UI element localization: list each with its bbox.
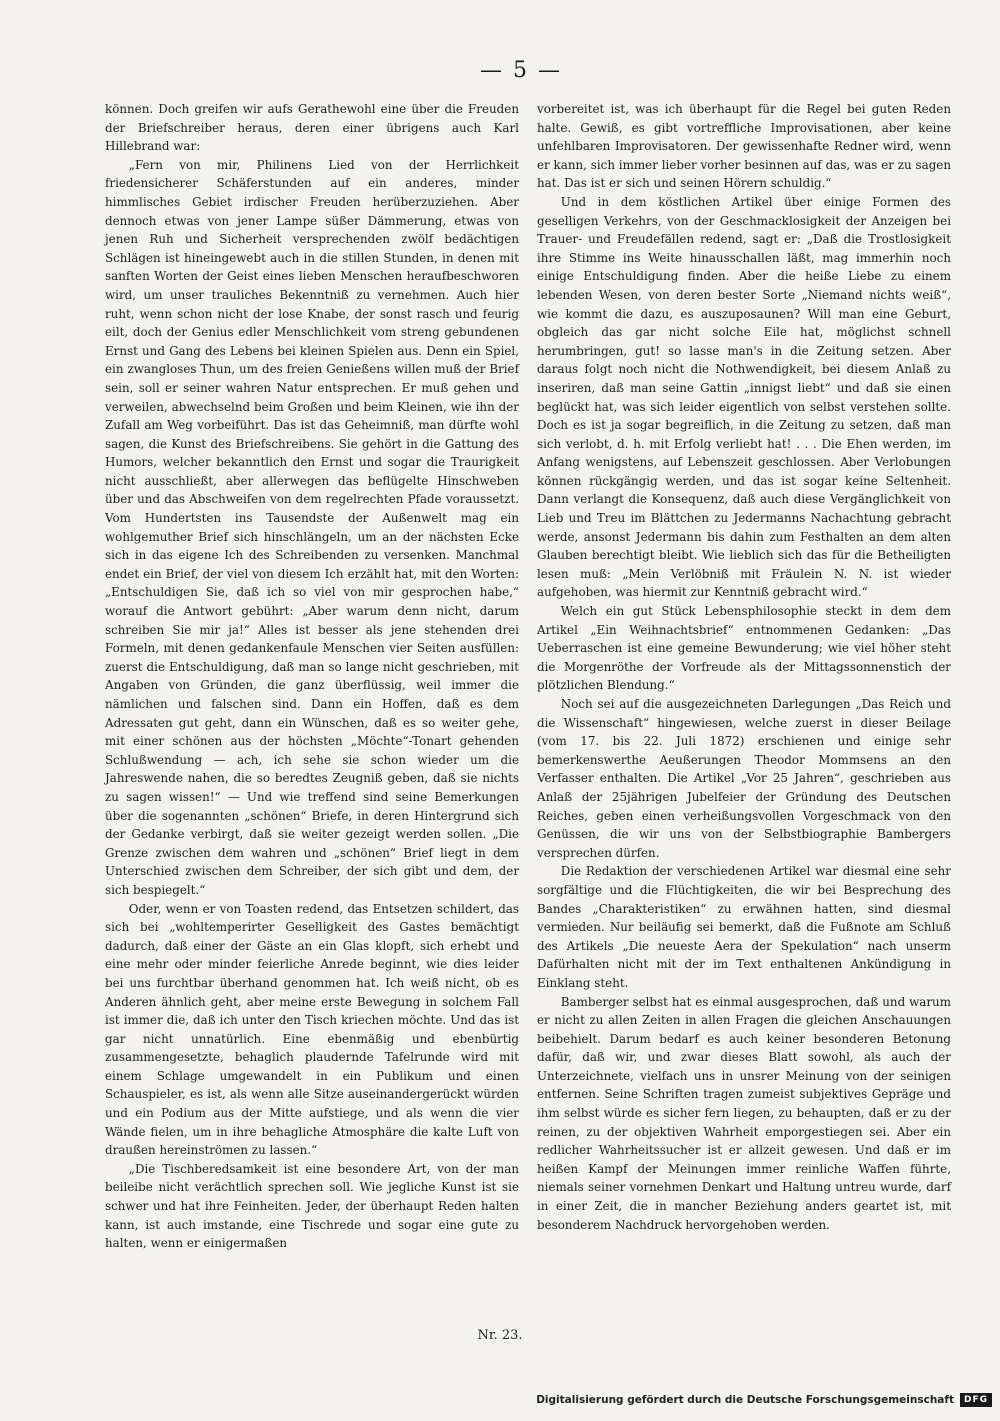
paragraph: „Die Tischberedsamkeit ist eine besondere Art, von der man beileibe nicht verächtlich sprechen soll. Wie jegliche Kunst ist sie schwer und hat ihre Feinheiten. Jeder, der überhaupt Reden halten kann, ist auch imstande, eine Tischrede und sogar eine gute zu halten, wenn er einigermaßen: [105, 1161, 519, 1251]
paragraph: können. Doch greifen wir aufs Gerathewohl eine über die Freuden der Briefschreiber heraus, deren einer übrigens auch Karl Hillebrand war:: [105, 102, 519, 154]
paragraph: Oder, wenn er von Toasten redend, das Entsetzen schildert, das sich bei „wohltemperirter Geselligkeit des Gastes bemächtigt dadurch, daß einer der Gäste an ein Glas klopft, sich erhebt und eine mehr oder minder feierliche Anrede beginnt, wie dies leider bei uns furchtbar überhand genommen hat. Ich weiß nicht, ob es Anderen ähnlich geht, aber meine erste Bewegung in solchem Fall ist immer die, daß ich unter den Tisch kriechen möchte. Und das ist gar nicht unnatürlich. Eine ebenmäßig und ebenbürtig zusammengesetzte, behaglich plaudernde Tafelrunde wird mit einem Schlage umgewandelt in ein Publikum und einen Schauspieler, es ist, als wenn alle Sitze auseinandergerückt würden und ein Podium aus der Mitte aufstiege, und als wenn die vier Wände fielen, um in ihre behagliche Atmosphäre die kalte Luft von draußen hereinströmen zu lassen.“: [105, 901, 519, 1158]
paragraph: Welch ein gut Stück Lebensphilosophie steckt in dem dem Artikel „Ein Weihnachtsbrief“ entnommenen Gedanken: „Das Ueberraschen ist eine gemeine Bewunderung; wie viel höher steht die Morgenröthe der Vorfreude als der Mittagssonnenstich der plötzlichen Blendung.“: [537, 604, 951, 693]
credit-text: Digitalisierung gefördert durch die Deutsche Forschungsgemeinschaft: [536, 1394, 954, 1406]
paragraph: Und in dem köstlichen Artikel über einige Formen des geselligen Verkehrs, von der Geschmacklosigkeit der Anzeigen bei Trauer- und Freudefällen redend, sagt er: „Daß die Trostlosigkeit ihre Stimme ins Weite hinausschallen läßt, mag immerhin noch einige Entschuldigung finden. Aber die heiße Liebe zu einem lebenden Wesen, von deren bester Sorte „Niemand nichts weiß“, wie kommt die dazu, es auszuposaunen? Will man eine Geburt, obgleich das gar nicht solche Eile hat, möglichst schnell herumbringen, gut! so lasse man's in die Zeitung setzen. Aber daraus folgt noch nicht die Nothwendigkeit, bei diesem Anlaß zu inseriren, daß man seine Gattin „innigst liebt“ und daß sie einen beglückt hat, was sich leider eigentlich von selbst verstehen sollte. Doch es ist ja sogar begreiflich, in die Zeitung zu setzen, daß man sich verlobt, d. h. mit Erfolg verliebt hat! . . . Die Ehen werden, im Anfang wenigstens, auf Lebenszeit geschlossen. Aber Verlobungen können rückgängig werden, und das ist sogar keine Seltenheit. Dann verlangt die Konsequenz, daß auch diese Vergänglichkeit von Lieb und Treu im Blättchen zu Jedermanns Nachachtung gebracht werde, ansonst Jedermann bis dahin zum Festhalten an dem alten Glauben berechtigt bleibt. Wie lieblich sich das für die Betheiligten lesen muß: „Mein Verlöbniß mit Fräulein N. N. ist wieder aufgehoben, was hiermit zur Kenntniß gebracht wird.“: [537, 194, 951, 600]
article-body: [105, 100, 965, 1280]
digitization-credit: [536, 1393, 992, 1407]
page-number-text: — 5 —: [480, 58, 562, 83]
dfg-logo-icon: DFG: [960, 1393, 992, 1407]
left-column: [105, 100, 519, 1253]
paragraph: „Fern von mir, Philinens Lied von der Herrlichkeit friedensicherer Schäferstunden auf ein anderes, minder himmlisches Gebiet irdischer Freuden herüberzuziehen. Aber dennoch etwas von jener Lampe süßer Dämmerung, etwas von jenen Ruh und Sicherheit versprechenden zwölf bedächtigen Schlägen ist hineingewebt auch in die stillen Stunden, in denen mit sanften Worten der Geist eines lieben Menschen heraufbeschworen wird, um unser trauliches Bekenntniß zu vernehmen. Auch hier ruht, wenn schon nicht der lose Knabe, der sonst rasch und feurig eilt, doch der Genius edler Menschlichkeit vom streng gebundenen Ernst und Gang des Lebens bei kleinen Spielen aus. Denn ein Spiel, ein zwangloses Thun, um des freien Genießens willen muß der Brief sein, soll er seiner wahren Natur entsprechen. Er muß gehen und verweilen, abwechselnd beim Großen und beim Kleinen, wie ihn der Zufall am Weg vorbeiführt. Das ist das Geheimniß, man dürfte wohl sagen, die Kunst des Briefschreibens. Sie gehört in die Gattung des Humors, welcher bekanntlich den Ernst und sogar die Traurigkeit nicht ausschließt, aber allerwegen das beflügelte Hinschweben über und das Abschweifen von dem regelrechten Pfade voraussetzt. Vom Hundertsten ins Tausendste der Außenwelt mag ein wohlgemuther Brief sich hinschlängeln, um an der nächsten Ecke sich in das eigene Ich des Schreibenden zu versenken. Manchmal endet ein Brief, der viel von diesem Ich erzählt hat, mit den Worten: „Entschuldigen Sie, daß ich so viel von mir gesprochen habe,“ worauf die Antwort gebührt: „Aber warum denn nicht, darum schreiben Sie mir ja!“ Alles ist besser als jene stehenden drei Formeln, mit denen gedankenfaule Menschen vier Seiten ausfüllen: zuerst die Entschuldigung, daß man so lange nicht geschrieben, mit Angaben von Gründen, die ganz überflüssig, weil immer die nämlichen und falschen sind. Dann ein Hoffen, daß es dem Adressaten gut geht, dann ein Wünschen, daß es so weiter gehe, mit einer schönen aus der höchsten „Möchte“-Tonart gehenden Schlußwendung — ach, ich sehe sie schon wieder um die Jahreswende nahen, die so beredtes Zeugniß geben, daß sie nichts zu sagen wissen!“ — Und wie treffend sind seine Bemerkungen über die sogenannten „schönen“ Briefe, in deren Hintergrund sich der Gedanke verbirgt, daß sie weiter gezeigt werden sollen. „Die Grenze zwischen dem wahren und „schönen“ Brief liegt in dem Unterschied zwischen dem Schreiber, der sich gibt und dem, der sich bespiegelt.“: [105, 157, 519, 897]
paragraph: Bamberger selbst hat es einmal ausgesprochen, daß und warum er nicht zu allen Zeiten in allen Fragen die gleichen Anschauungen beibehielt. Darum bedarf es auch keiner besonderen Betonung dafür, daß wir, und zwar dieses Blatt sowohl, als auch der Unterzeichnete, vielfach uns in unsrer Meinung von der seinigen entfernen. Seine Schriften tragen zumeist subjektives Gepräge und ihm selbst würde es sicher fern liegen, zu behaupten, daß er zu der reinen, zu der objektiven Wahrheit emporgestiegen sei. Aber ein redlicher Wahrheitssucher ist er allzeit gewesen. Und daß er im heißen Kampf der Meinungen immer reinliche Waffen führte, niemals seiner vornehmen Denkart und Haltung untreu wurde, darf in einer Zeit, die in mancher Beziehung anders geartet ist, mit besonderem Nachdruck hervorgehoben werden.: [537, 994, 951, 1232]
right-column: [537, 100, 951, 1234]
paragraph: Die Redaktion der verschiedenen Artikel war diesmal eine sehr sorgfältige und die Flüchtigkeiten, die wir bei Besprechung des Bandes „Charakteristiken“ zu erwähnen hatten, sind diesmal vermieden. Nur beiläufig sei bemerkt, daß die Fußnote am Schluß des Artikels „Die neueste Aera der Spekulation“ nach unserm Dafürhalten nicht mit der im Text enthaltenen Ankündigung in Einklang steht.: [537, 864, 951, 990]
paragraph: vorbereitet ist, was ich überhaupt für die Regel bei guten Reden halte. Gewiß, es gibt vortreffliche Improvisationen, aber keine unfehlbaren Improvisatoren. Der gewissenhafte Redner wird, wenn er kann, sich immer lieber vorher besinnen auf das, was er zu sagen hat. Das ist er sich und seinen Hörern schuldig.“: [537, 102, 951, 191]
paragraph: Noch sei auf die ausgezeichneten Darlegungen „Das Reich und die Wissenschaft“ hingewiesen, welche zuerst in dieser Beilage (vom 17. bis 22. Juli 1872) erschienen und einige sehr bemerkenswerthe Aeußerungen Theodor Mommsens an den Verfasser enthalten. Die Artikel „Vor 25 Jahren“, geschrieben aus Anlaß der 25jährigen Jubelfeier der Gründung des Deutschen Reiches, geben einen verheißungsvollen Vorgeschmack von den Genüssen, die wir uns von der Selbstbiographie Bambergers versprechen dürfen.: [537, 697, 951, 860]
issue-number: Nr. 23.: [477, 1328, 523, 1343]
